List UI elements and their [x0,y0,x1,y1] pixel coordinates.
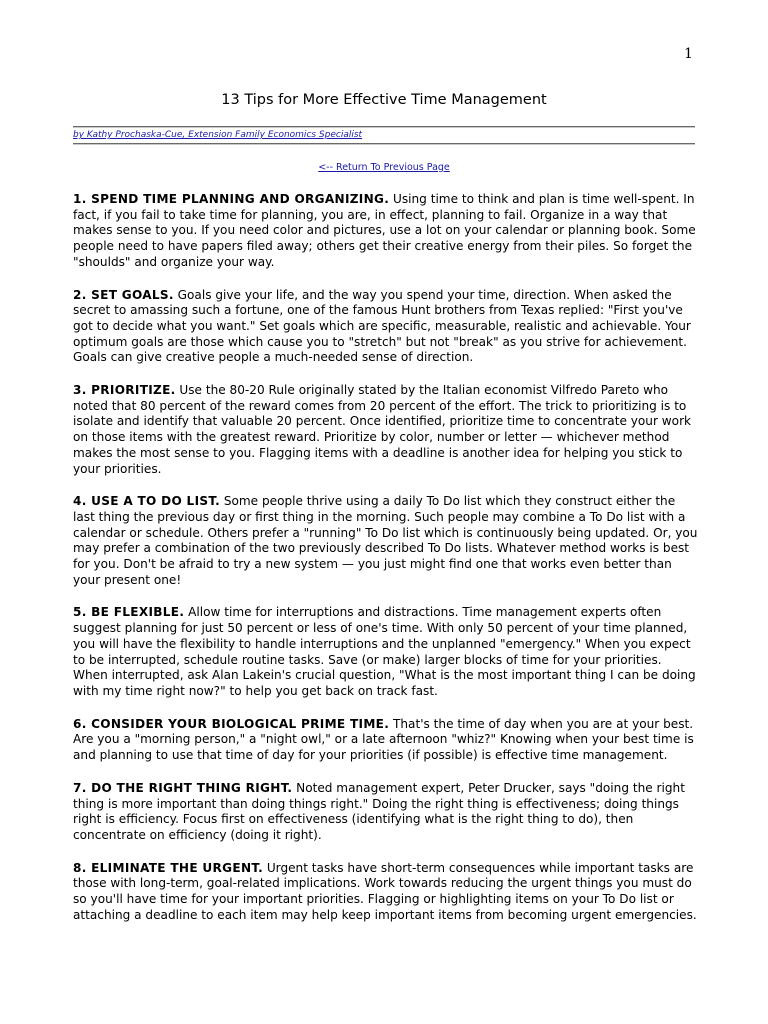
tip-heading: 7. DO THE RIGHT THING RIGHT. [73,780,293,795]
tip-body: Use the 80-20 Rule originally stated by the Italian economist Vilfredo Pareto who noted that 80 percent of the reward comes from 20 percent of the effort. The trick to prioritizing is to isolate and identify that valuable 20 percent. Once identified, prioritize time to concentrate your work on those items with the greatest reward. Prioritize by color, number or letter — whichever method makes the most sense to you. Flagging items with a deadline is another idea for helping you stick to your priorities. [73,383,692,476]
tip-heading: 5. BE FLEXIBLE. [73,605,185,620]
tip-body: That's the time of day when you are at your best. Are you a "morning person," a "night owl," or a late afternoon "whiz?" Knowing when your best time is and planning to use that time of day for your priorities (if possible) is effective time management. [73,716,694,763]
tips-list [73,192,699,940]
header-rule-bottom [73,143,695,145]
tip-item [73,494,699,588]
page-number: 1 [684,46,693,62]
tip-item [73,605,699,699]
document-title: 13 Tips for More Effective Time Management [221,92,547,108]
header-rule-top [73,126,695,128]
tip-body: Using time to think and plan is time well-spent. In fact, if you fail to take time for planning, you are, in effect, planning to fail. Organize in a way that makes sense to you. If you need color and pictures, use a lot on your calendar or planning book. Some people need to have papers filed away; others get their creative energy from their piles. So forget the "shoulds" and organize your way. [73,192,696,269]
tip-item [73,717,699,764]
tip-body: Urgent tasks have short-term consequences while important tasks are those with long-term, goal-related implications. Work towards reducing the urgent things you must do so you'll have time for your important priorities. Flagging or highlighting items on your To Do list or attaching a deadline to each item may help keep important items from becoming urgent emergencies. [73,860,697,922]
tip-item [73,781,699,844]
tip-item [73,383,699,477]
tip-item [73,192,699,271]
tip-heading: 8. ELIMINATE THE URGENT. [73,860,263,875]
tip-body: Some people thrive using a daily To Do list which they construct either the last thing the previous day or first thing in the morning. Such people may combine a To Do list with a calendar or schedule. Others prefer a "running" To Do list which is continuously being updated. Or, you may prefer a combination of the two previously described To Do lists. Whatever method works is best for you. Don't be afraid to try a new system — you just might find one that works even better than your present one! [73,494,698,587]
tip-item [73,288,699,367]
tip-heading: 1. SPEND TIME PLANNING AND ORGANIZING. [73,192,390,206]
tip-heading: 6. CONSIDER YOUR BIOLOGICAL PRIME TIME. [73,716,390,731]
author-link[interactable]: by Kathy Prochaska-Cue, Extension Family Economics Specialist [73,130,363,140]
tip-heading: 3. PRIORITIZE. [73,383,176,398]
tip-item [73,861,699,924]
tip-body: Goals give your life, and the way you spend your time, direction. When asked the secret to amassing such a fortune, one of the famous Hunt brothers from Texas replied: "First you've got to decide what you want." Set goals which are specific, measurable, realistic and achievable. Your optimum goals are those which cause you to "stretch" but not "break" as you strive for achievement. Goals can give creative people a much-needed sense of direction. [73,287,691,365]
tip-heading: 2. SET GOALS. [73,287,174,302]
tip-body: Allow time for interruptions and distractions. Time management experts often suggest planning for just 50 percent or less of one's time. With only 50 percent of your time planned, you will have the flexibility to handle interruptions and the unplanned "emergency." When you expect to be interrupted, schedule routine tasks. Save (or make) larger blocks of time for your priorities. When interrupted, ask Alan Lakein's crucial question, "What is the most important thing I can be doing with my time right now?" to help you get back on track fast. [73,605,696,698]
tip-heading: 4. USE A TO DO LIST. [73,494,220,509]
tip-body: Noted management expert, Peter Drucker, says "doing the right thing is more important than doing things right." Doing the right thing is effectiveness; doing things right is efficiency. Focus first on effectiveness (identifying what is the right thing to do), then concentrate on efficiency (doing it right). [73,780,685,842]
return-to-previous-page-link[interactable]: <-- Return To Previous Page [318,162,450,173]
